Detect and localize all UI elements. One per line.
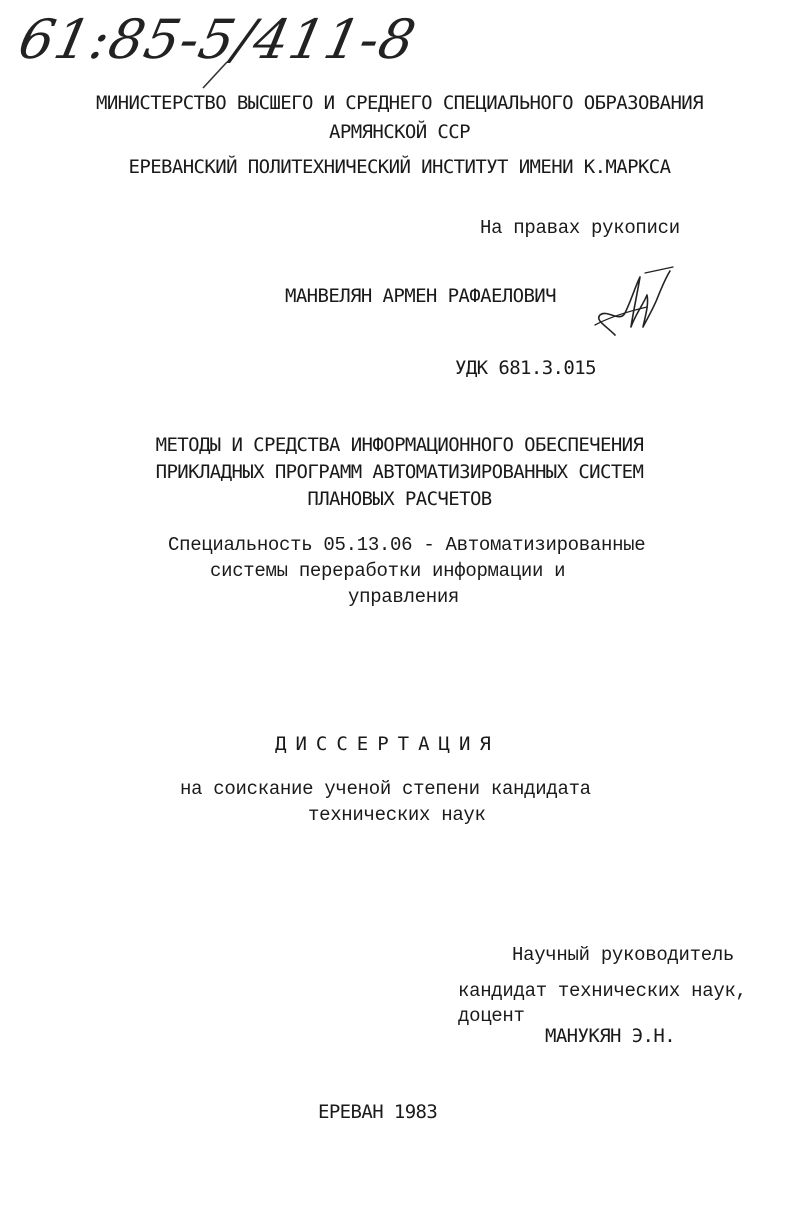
specialty-line-2: системы переработки информации и [210, 560, 566, 582]
dissertation-label: ДИССЕРТАЦИЯ [275, 733, 500, 755]
institute-name: ЕРЕВАНСКИЙ ПОЛИТЕХНИЧЕСКИЙ ИНСТИТУТ ИМЕНИ К.МАРКСА [128, 156, 671, 178]
specialty-line-1: Специальность 05.13.06 - Автоматизированные [168, 534, 646, 556]
title-line-1: МЕТОДЫ И СРЕДСТВА ИНФОРМАЦИОННОГО ОБЕСПЕЧЕНИЯ [155, 434, 644, 456]
author-name: МАНВЕЛЯН АРМЕН РАФАЕЛОВИЧ [285, 285, 556, 307]
specialty-line-3: управления [348, 586, 460, 608]
ministry-line-2: АРМЯНСКОЙ ССР [329, 121, 470, 143]
archive-number: 61:85-5/411-8 [13, 8, 422, 71]
handwritten-stroke [195, 60, 235, 90]
manuscript-rights: На правах рукописи [480, 217, 680, 239]
supervisor-name: МАНУКЯН Э.Н. [545, 1025, 676, 1047]
ministry-line-1: МИНИСТЕРСТВО ВЫСШЕГО И СРЕДНЕГО СПЕЦИАЛЬНОГО ОБРАЗОВАНИЯ [96, 92, 703, 114]
udc-code: УДК 681.3.015 [455, 357, 596, 379]
title-line-2: ПРИКЛАДНЫХ ПРОГРАММ АВТОМАТИЗИРОВАННЫХ СИСТЕМ [155, 461, 644, 483]
supervisor-rank: доцент [458, 1005, 525, 1027]
supervisor-degree: кандидат технических наук, [458, 980, 747, 1002]
dissertation-line-2: технических наук [308, 804, 486, 826]
dissertation-line-1: на соискание ученой степени кандидата [180, 778, 591, 800]
signature-image [585, 265, 680, 340]
title-line-3: ПЛАНОВЫХ РАСЧЕТОВ [307, 488, 492, 510]
supervisor-role: Научный руководитель [512, 944, 735, 966]
city-year: ЕРЕВАН 1983 [318, 1101, 438, 1123]
